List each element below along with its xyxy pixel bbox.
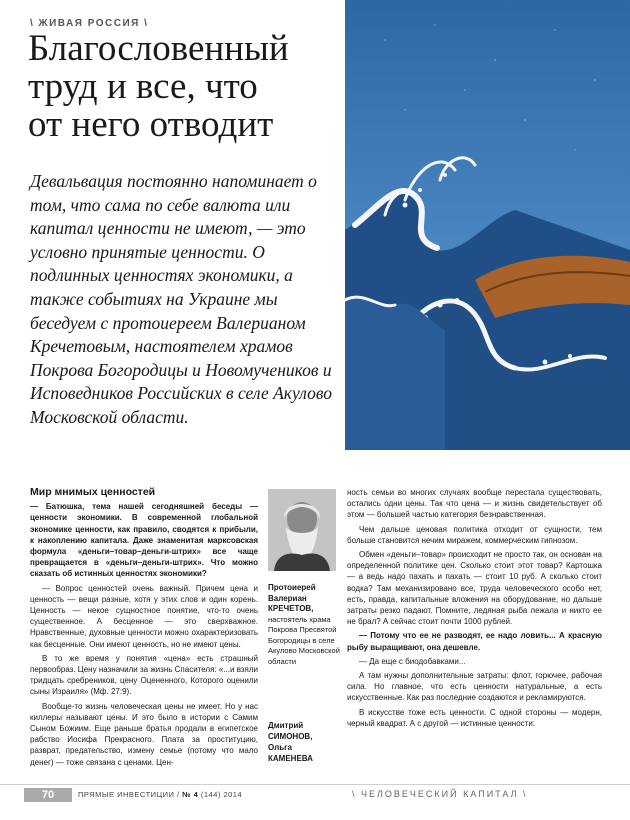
paragraph: В то же время у понятия «цена» есть страшный первообраз. Цену назначили за жизнь Спасителя: «...и взяли тридцать сребреников, цену Оцененного, Которого оценили сыны Израиля» (Мф. 27:9). [30,653,258,697]
caption-name-last: КРЕЧЕТОВ, [268,604,314,613]
title-line: труд и все, что [28,66,258,107]
paragraph: Вообще-то жизнь человеческая цены не имеет. Но у нас киллеры называют цены. И это было в истории с Самим Сыном Божиим. Еще раньше братья продали в египетское рабство Иосифа Прекрасного. Плата за проституцию, разврат, предательство, измену семье (потому что мало денег) — тоже связана с ценами. Цен- [30,701,258,767]
portrait-caption [268,583,346,667]
paragraph: Обмен «деньги–товар» происходит не просто так, он основан на определенной политике цен. Сколько стоит этот товар? Картошка — а ведь надо пахать и пахать — стоит 10 руб. А сколько стоит водка? Там механизировано все, труда человеческого особо нет, есть, правда, капитальные вложения на оборудование, но дальше затраты резко падают. Помните, ледяная рыба лежала и никто ее не брал? А сейчас стоит почти 1000 рублей. [347,550,602,627]
article-title [28,30,348,144]
portrait-image [268,489,336,571]
paragraph: В искусстве тоже есть ценности. С одной стороны — модерн, черный квадрат. А с другой — истинные ценности: [347,707,602,728]
article-column-2 [347,487,602,772]
paragraph: ность семьи во многих случаях вообще перестала существовать, остались одни цены. Так что цена — и жизнь свидетельствует об этом — большей частью категория безнравственная. [347,488,602,520]
author-line: СИМОНОВ, [268,732,313,741]
title-line: от него отводит [28,104,274,145]
footer-section: \ ЧЕЛОВЕЧЕСКИЙ КАПИТАЛ \ [352,789,528,799]
caption-role: Протоиерей [268,583,316,592]
subheading: Мир мнимых ценностей [30,486,156,498]
caption-description: настоятель храма Покрова Пресвятой Богородицы в селе Акулово Московской области [268,614,340,666]
title-line: Благословенный [28,28,289,69]
paragraph: — Да еще с биодобавками... [359,656,466,666]
article-lead: Девальвация постоянно напоминает о том, что сама по себе валюта или капитал ценности не имеют, — это условно принятые ценности. О подлинных ценностях экономики, а также событиях на Украине мы беседуем с протоиереем Валерианом Кречетовым, настоятелем храмов Покрова Богородицы и Новомучеников и Исповедников Российских в селе Акулово Московской области. [30,171,332,427]
wave-left-mass [345,297,445,450]
interview-question: — Батюшка, тема нашей сегодняшней беседы — ценности экономики. В современной глобальной экономике ценности, как правило, сводятся к прибыли, к накоплению капитала. Даже знаменитая марксовская формула «деньги–товар–деньги-штрих» все чаще превращается в «деньги–деньги-штрих». Что можно сказать об истинных ценностях экономики? [30,502,258,579]
caption-name-first: Валериан [268,593,307,603]
page-number: 70 [24,788,72,802]
paragraph: А там нужны дополнительные затраты: флот, горючее, рабочая сила. Но главное, что есть ценности натуральные, а есть искусственные. Как раз последние создаются и рекламируются. [347,671,602,703]
section-kicker: \ ЖИВАЯ РОССИЯ \ [30,18,149,29]
magazine-issue: ПРЯМЫЕ ИНВЕСТИЦИИ / № 4 (144) 2014 [78,790,243,799]
author-line: КАМЕНЕВА [268,754,313,763]
article-authors [268,720,346,764]
wave-artwork [345,0,630,450]
paragraph: Чем дальше ценовая политика отходит от сущности, тем больше становится нечим миражем, коммерческим гипнозом. [347,524,602,545]
paragraph: — Вопрос ценностей очень важный. Причем цена и ценность — вещи разные, хотя у этих слов и один корень. Ценность — некое сущностное понятие, что-то очень существенное. А бесценное — это сверхважное. Нравственные, духовные ценности можно охарактеризовать как бесценные. Они имеют ценность, но не имеют цены. [30,583,258,649]
author-line: Дмитрий [268,721,304,730]
interview-question: — Потому что ее не разводят, ее надо ловить... А красную рыбу выращивают, она дешевле. [347,631,602,652]
portrait-photo [268,489,336,571]
article-column-1 [30,486,258,767]
author-line: Ольга [268,743,292,752]
wave-illustration [345,0,630,450]
footer-divider [0,784,630,785]
